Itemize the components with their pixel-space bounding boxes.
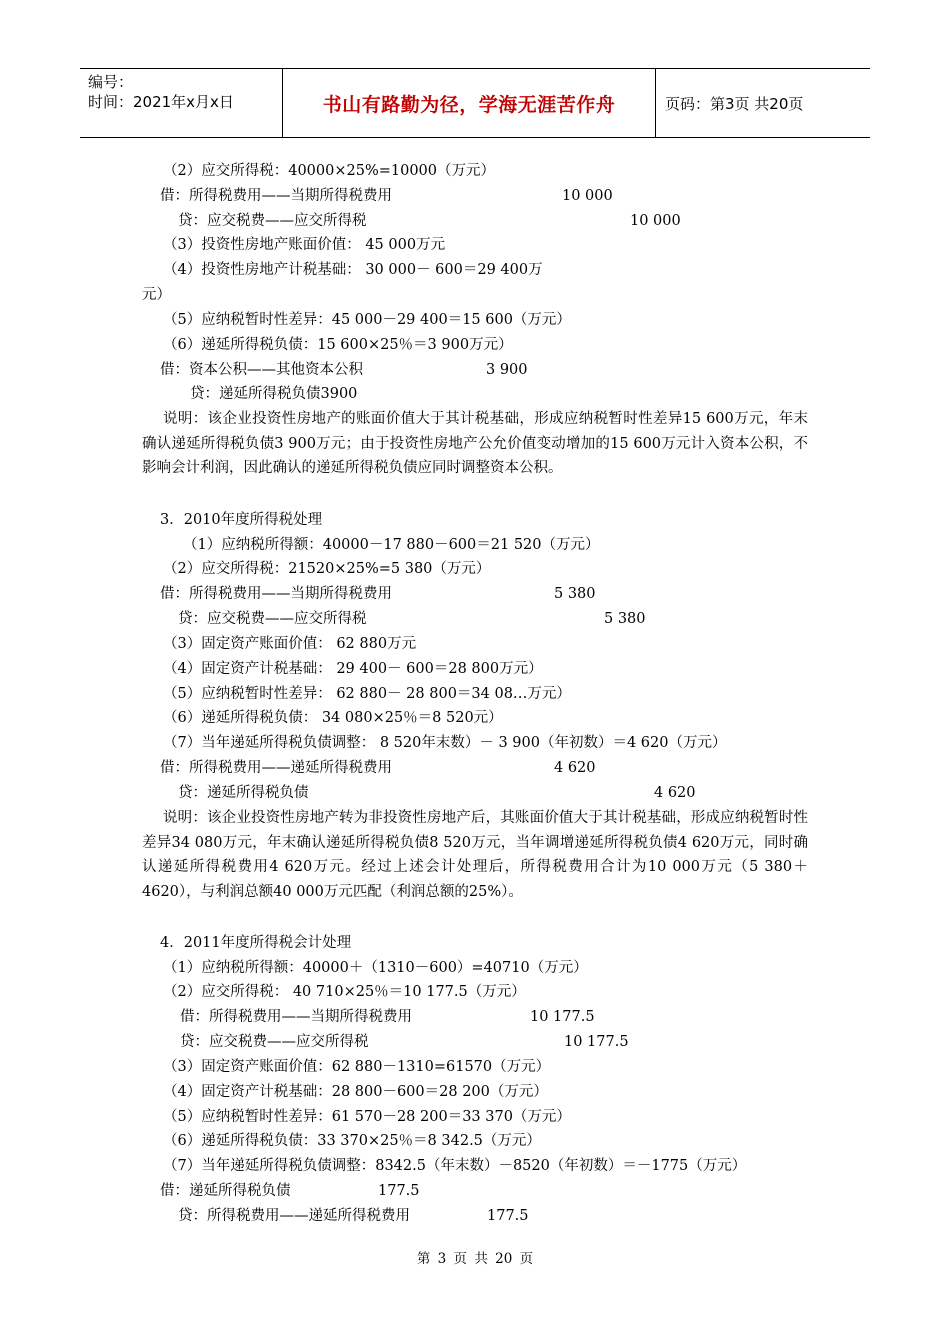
- section-heading: 3．2010年度所得税处理: [160, 512, 323, 528]
- journal-credit: 贷：应交税费——应交所得税: [180, 1034, 369, 1050]
- text-line: （2）应交所得税：21520×25%=5 380（万元）: [163, 561, 491, 577]
- text-line: （1）应纳税所得额：40000－17 880－600＝21 520（万元）: [183, 537, 600, 553]
- journal-amount: 10 000: [562, 188, 613, 204]
- text-line: 元）: [142, 287, 171, 303]
- journal-amount: 10 177.5: [564, 1034, 629, 1050]
- text-line: （1）应纳税所得额：40000＋（1310－600）=40710（万元）: [163, 960, 588, 976]
- journal-debit: 借：资本公积——其他资本公积: [160, 362, 363, 378]
- text-line: （2）应交所得税： 40 710×25％＝10 177.5（万元）: [163, 984, 526, 1000]
- section-heading: 4．2011年度所得税会计处理: [160, 935, 352, 951]
- document-date: 时间：2021年x月x日: [88, 93, 234, 111]
- header-page-info: 页码：第3页 共20页: [665, 94, 804, 113]
- text-line: （3）投资性房地产账面价值： 45 000万元: [163, 237, 446, 253]
- journal-amount: 10 177.5: [530, 1009, 595, 1025]
- explanation-paragraph: 说明：该企业投资性房地产的账面价值大于其计税基础，形成应纳税暂时性差异15 600万元，年末确认递延所得税负债3 900万元；由于投资性房地产公允价值变动增加的15 600万元计入资本公积，不影响会计利润，因此确认的递延所得税负债应同时调整资本公积。: [142, 411, 808, 477]
- journal-credit: 贷：所得税费用——递延所得税费用: [178, 1208, 410, 1224]
- journal-amount: 177.5: [487, 1208, 529, 1224]
- text-line: （4）固定资产计税基础：28 800－600＝28 200（万元）: [163, 1084, 548, 1100]
- text-line: （4）固定资产计税基础： 29 400－ 600＝28 800万元）: [163, 661, 543, 677]
- text-line: （4）投资性房地产计税基础： 30 000－ 600＝29 400万: [163, 262, 543, 278]
- journal-credit: 贷：应交税费——应交所得税: [178, 611, 367, 627]
- journal-credit: 贷：应交税费——应交所得税: [178, 213, 367, 229]
- text-line: （7）当年递延所得税负债调整：8342.5（年末数）－8520（年初数）＝－1775（万元）: [163, 1158, 747, 1174]
- text-line: （6）递延所得税负债：15 600×25％＝3 900万元）: [163, 337, 513, 353]
- text-line: （6）递延所得税负债：33 370×25％＝8 342.5（万元）: [163, 1133, 541, 1149]
- journal-debit: 借：所得税费用——当期所得税费用: [160, 188, 392, 204]
- journal-amount: 5 380: [554, 586, 596, 602]
- text-line: （7）当年递延所得税负债调整： 8 520年末数）－ 3 900（年初数）＝4 620（万元）: [163, 735, 727, 751]
- document-number-label: 编号：: [88, 73, 134, 91]
- journal-amount: 3 900: [486, 362, 528, 378]
- header-motto: 书山有路勤为径，学海无涯苦作舟: [322, 93, 616, 116]
- journal-amount: 10 000: [630, 213, 681, 229]
- page-footer: 第 3 页 共 20 页: [416, 1251, 534, 1267]
- text-line: （3）固定资产账面价值： 62 880万元: [163, 636, 417, 652]
- text-line: （3）固定资产账面价值：62 880－1310=61570（万元）: [163, 1059, 551, 1075]
- journal-credit: 贷：递延所得税负债3900: [190, 386, 358, 402]
- journal-amount: 5 380: [604, 611, 646, 627]
- text-line: （6）递延所得税负债： 34 080×25％＝8 520元）: [163, 710, 503, 726]
- explanation-paragraph: 说明：该企业投资性房地产转为非投资性房地产后，其账面价值大于其计税基础，形成应纳税暂时性差异34 080万元，年末确认递延所得税负债8 520万元，当年调增递延所得税负债4 620万元，同时确认递延所得税费用4 620万元。经过上述会计处理后，所得税费用合计为10 000万元（5 380＋4620），与利润总额40 000万元匹配（利润总额的25%）。: [142, 810, 808, 900]
- journal-debit: 借：所得税费用——当期所得税费用: [160, 586, 392, 602]
- journal-debit: 借：所得税费用——递延所得税费用: [160, 760, 392, 776]
- text-line: （2）应交所得税：40000×25%=10000（万元）: [163, 163, 496, 179]
- journal-amount: 4 620: [654, 785, 696, 801]
- journal-debit: 借：递延所得税负债: [160, 1183, 291, 1199]
- text-line: （5）应纳税暂时性差异：45 000－29 400＝15 600（万元）: [163, 312, 571, 328]
- journal-debit: 借：所得税费用——当期所得税费用: [180, 1009, 412, 1025]
- text-line: （5）应纳税暂时性差异： 62 880－ 28 800＝34 08…万元）: [163, 686, 571, 702]
- journal-amount: 4 620: [554, 760, 596, 776]
- journal-credit: 贷：递延所得税负债: [178, 785, 309, 801]
- journal-amount: 177.5: [378, 1183, 420, 1199]
- text-line: （5）应纳税暂时性差异：61 570－28 200＝33 370（万元）: [163, 1109, 571, 1125]
